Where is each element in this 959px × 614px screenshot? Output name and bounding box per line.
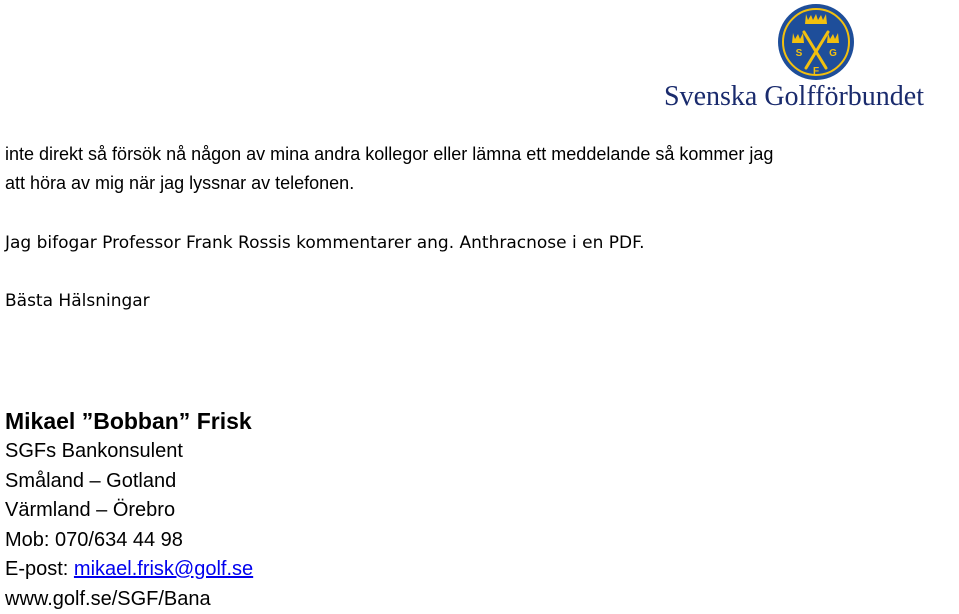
signature-name: Mikael ”Bobban” Frisk [5,405,253,437]
signature-region-1: Småland – Gotland [5,467,253,497]
paragraph-1-line-1: inte direkt så försök nå någon av mina andra kollegor eller lämna ett meddelande så kommer jag [5,140,773,169]
signature-email-link[interactable]: mikael.frisk@golf.se [74,558,253,580]
email-signature [5,405,253,614]
signature-region-2: Värmland – Örebro [5,496,253,526]
paragraph-1-line-2: att höra av mig när jag lyssnar av telefonen. [5,169,773,198]
sgf-logo [664,0,956,112]
signature-email-label: E-post: [5,558,74,580]
paragraph-2: Jag bifogar Professor Frank Rossis kommentarer ang. Anthracnose i en PDF. [5,229,645,258]
signature-email-row [5,555,253,585]
crest-letter-s: S [796,48,803,59]
closing-line: Bästa Hälsningar [5,287,150,316]
crest-letter-g: G [829,48,837,59]
signature-phone: Mob: 070/634 44 98 [5,526,253,556]
crest-letter-f: F [813,66,819,77]
brand-name: Svenska Golfförbundet [664,80,956,114]
sgf-crest-icon [776,2,856,82]
signature-website: www.golf.se/SGF/Bana [5,585,253,614]
signature-title: SGFs Bankonsulent [5,437,253,467]
paragraph-1 [5,140,773,198]
